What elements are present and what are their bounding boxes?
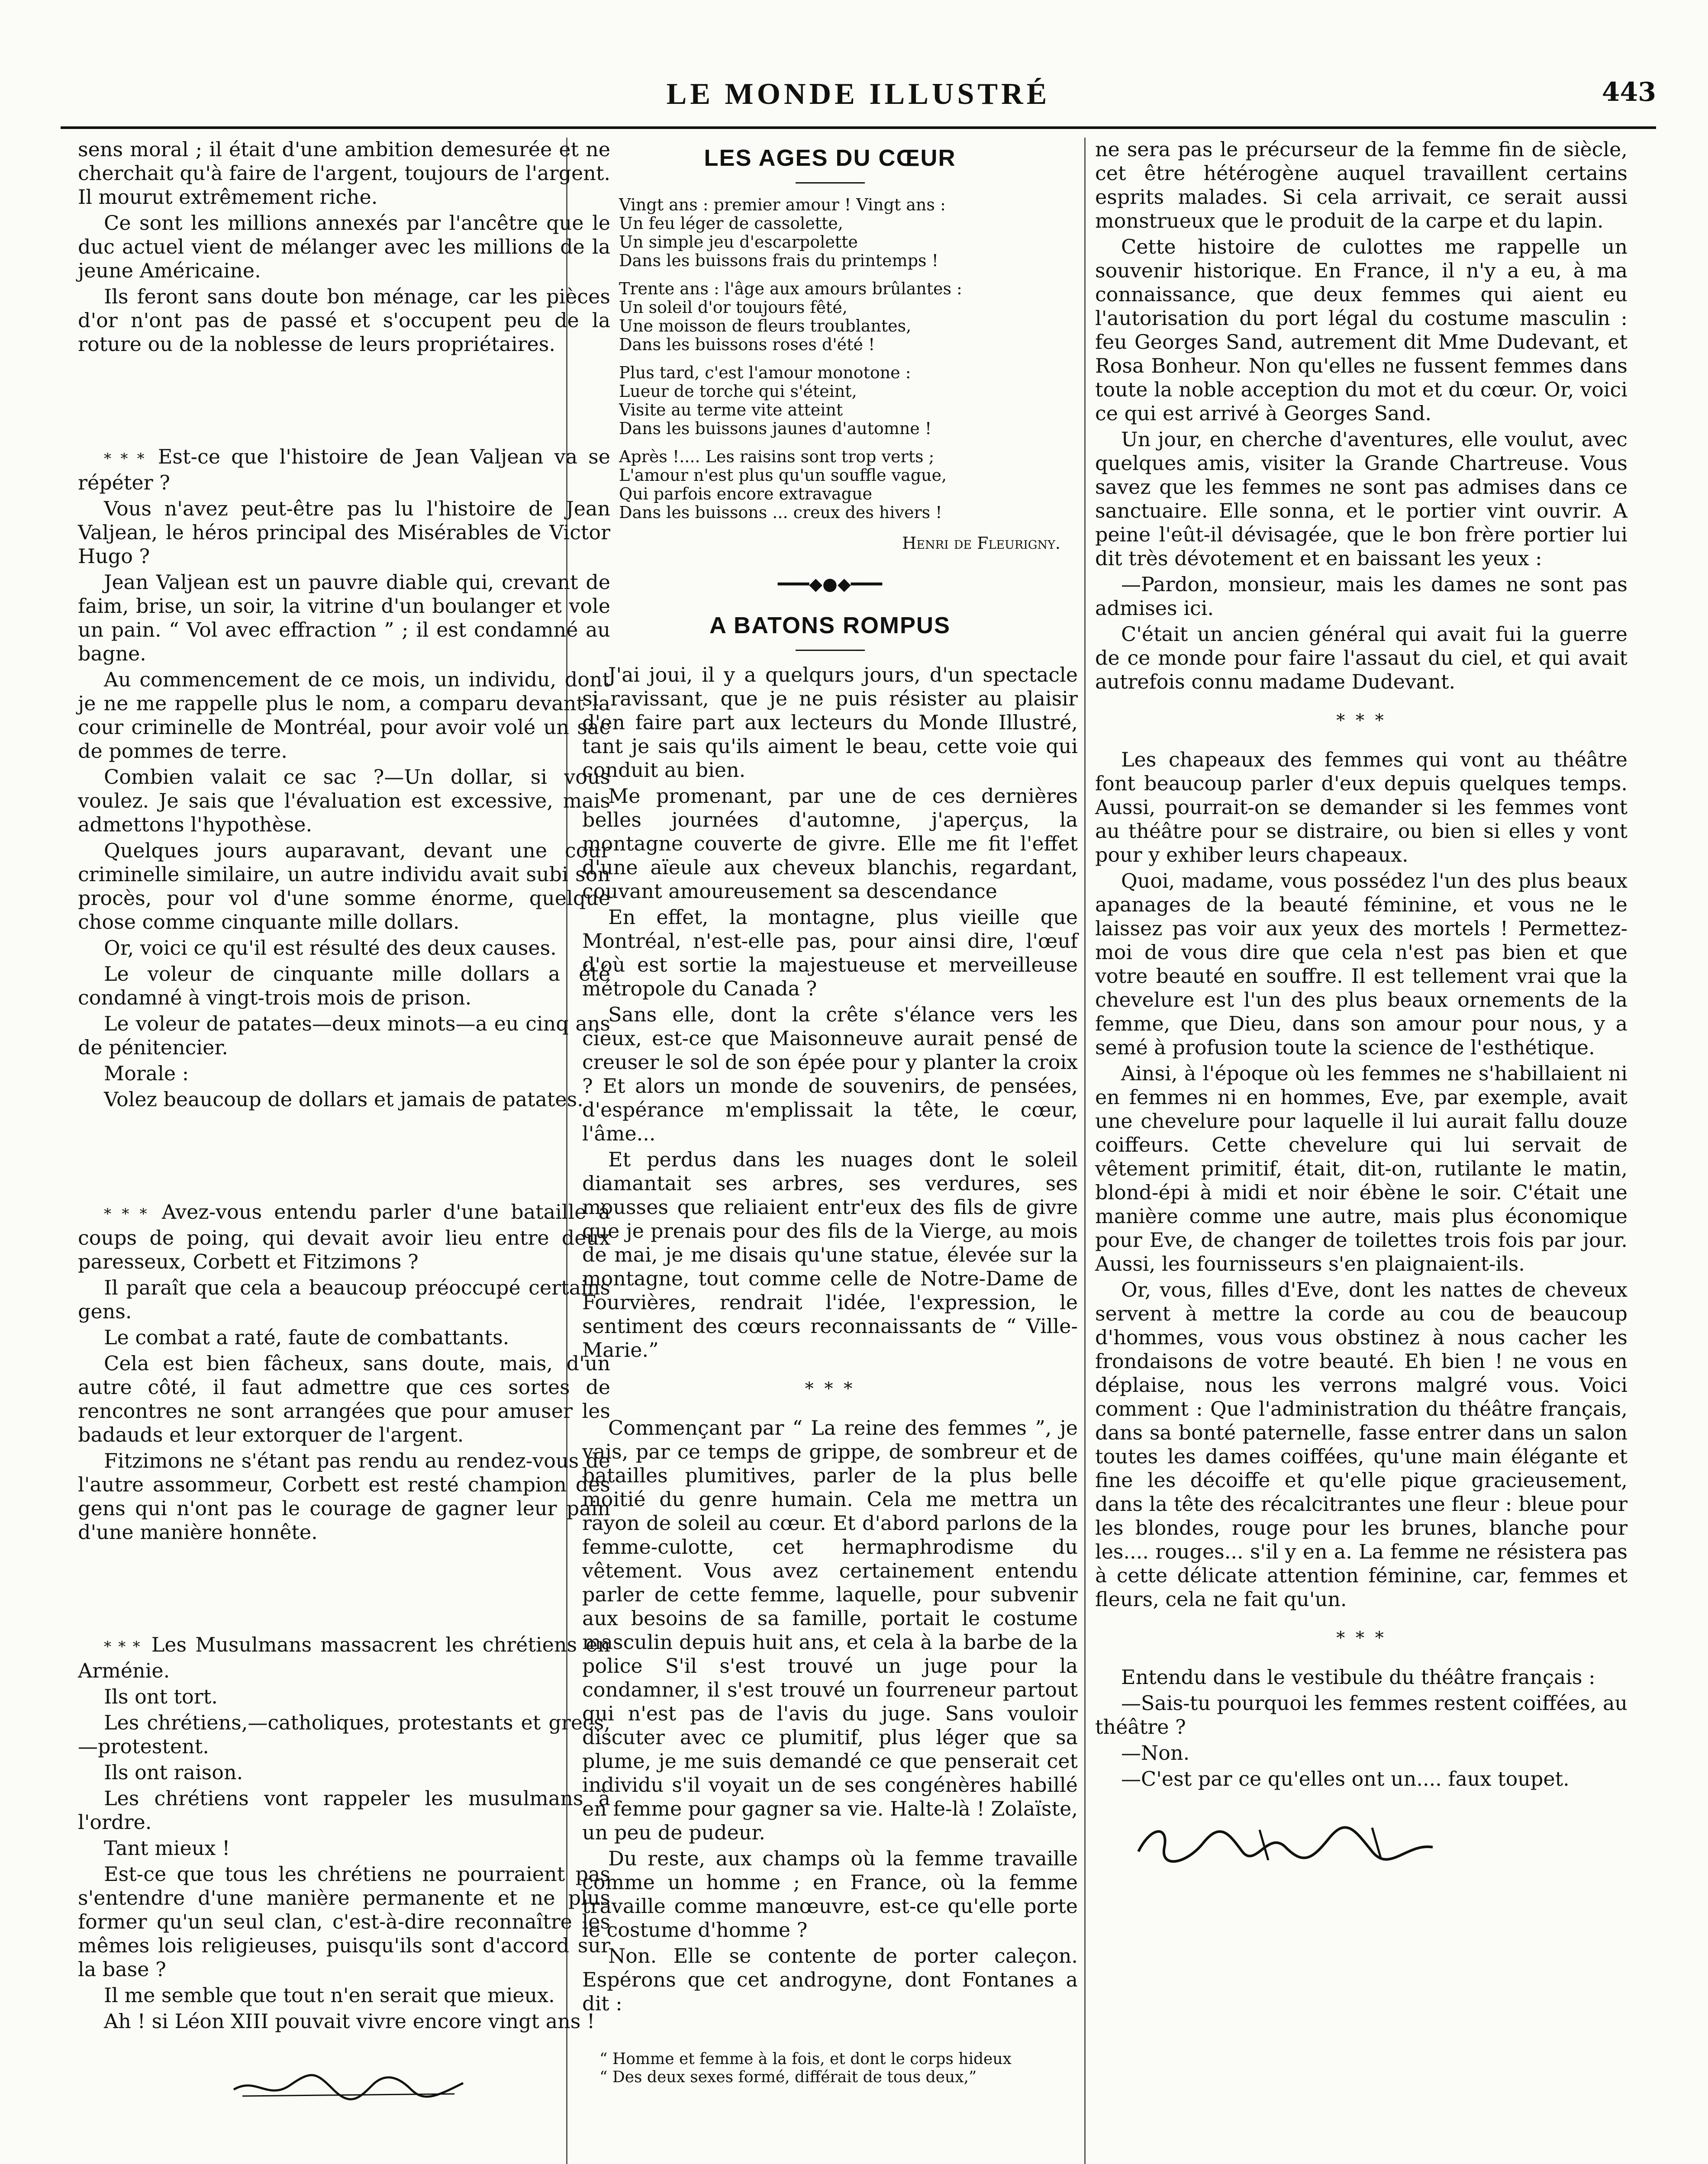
paragraph: Or, vous, filles d'Eve, dont les nattes de cheveux servent à mettre la corde au cou de beaucoup d'hommes, vous vous obstinez à nous cacher les frondaisons de votre beauté. Eh bien ! ne vous en déplaise, nous les verrons malgré vous. Voici comment : Que l'administration du théâtre français, dans sa bonté paternelle, fasse entrer dans un salon toutes les dames coiffées, qu'une main élégante et fine les décoiffe et qu'elle pique gracieusement, dans la tête des récalcitrantes une fleur : bleue pour les blondes, rouge pour les brunes, blanche pour les.... rouges... s'il y en a. La femme ne résistera pas à cette délicate attention féminine, car, femmes et fleurs, cela ne fait qu'un. [1095, 1278, 1627, 1611]
paragraph: Sans elle, dont la crête s'élance vers les cieux, est-ce que Maisonneuve aurait pensé de creuser le sol de son épée pour y planter la croix ? Et alors un monde de souvenirs, de pensées, d'espérance m'emplissait la tête, le cœur, l'âme... [582, 1003, 1078, 1145]
poem-line: L'amour n'est plus qu'un souffle vague, [619, 466, 947, 485]
column-middle [582, 138, 1078, 2087]
paragraph: Il paraît que cela a beaucoup préoccupé certains gens. [78, 1276, 610, 1323]
asterism: * * * [1336, 711, 1386, 731]
header-rule [61, 126, 1656, 129]
poem-stanza [582, 364, 1078, 438]
poem-stanza [582, 196, 1078, 270]
poem-author: Henri de Fleurigny. [902, 534, 1060, 553]
poem-line: Vingt ans : premier amour ! Vingt ans : [619, 195, 946, 214]
paragraph: Les chapeaux des femmes qui vont au théâtre font beaucoup parler d'eux depuis quelques temps. Aussi, pourrait-on se demander si les femmes vont au théâtre pour se distraire, ou bien si elles y vont pour y exhiber leurs chapeaux. [1095, 748, 1627, 866]
paragraph: Commençant par “ La reine des femmes ”, je vais, par ce temps de grippe, de sombreur et de batailles plumitives, parler de la plus belle moitié du genre humain. Cela me mettra un rayon de soleil au cœur. Et d'abord parlons de la femme-culotte, cet hermaphrodisme du vêtement. Vous avez certainement entendu parler de cette femme, laquelle, pour subvenir aux besoins de sa famille, portait le costume masculin depuis huit ans, et cela à la barbe de la police S'il s'est trouvé un juge pour la condamner, il s'est trouvé un fourreneur partout qui n'est pas de l'avis du juge. Sans vouloir discuter avec ce plumitif, plus léger que sa plume, je me suis demandé ce que penserait cet individu s'il voyait un de ses congénères habillé en femme pour gagner sa vie. Halte-là ! Zolaïste, un peu de pudeur. [582, 1416, 1078, 1844]
paragraph: Jean Valjean est un pauvre diable qui, crevant de faim, brise, un soir, la vitrine d'un boulanger et vole un pain. “ Vol avec effraction ” ; il est condamné au bagne. [78, 570, 610, 665]
paragraph: Ils ont raison. [104, 1761, 243, 1784]
poem-line: Qui parfois encore extravague [619, 484, 872, 503]
signature-drawing [229, 2059, 472, 2107]
spacer [78, 1546, 610, 1633]
paragraph: Les chrétiens,—catholiques, protestants et grecs,—protestent. [78, 1711, 610, 1758]
paragraph: Cette histoire de culottes me rappelle un souvenir historique. En France, il n'y a eu, à ma connaissance, que deux femmes qui aient eu l'autorisation du port légal du costume masculin : feu Georges Sand, autrement dit Mme Dudevant, et Rosa Bonheur. Non qu'elles ne fussent femmes dans toute la noble acception du mot et du cœur. Or, voici ce qui est arrivé à Georges Sand. [1095, 235, 1627, 425]
paragraph: Les chrétiens vont rappeler les musulmans à l'ordre. [78, 1787, 610, 1834]
paragraph: Ah ! si Léon XIII pouvait vivre encore vingt ans ! [104, 2009, 595, 2033]
poem-line: Dans les buissons roses d'été ! [619, 335, 875, 354]
handwritten-signature [1130, 1817, 1627, 1878]
spacer [78, 1114, 610, 1200]
page-header [61, 77, 1656, 120]
spacer [78, 358, 610, 445]
paragraph: Du reste, aux champs où la femme travaille comme un homme ; en France, où la femme travaille comme manœuvre, est-ce qu'elle porte le costume d'homme ? [582, 1847, 1078, 1942]
paragraph: Ce sont les millions annexés par l'ancêtre que le duc actuel vient de mélanger avec les millions de la jeune Américaine. [78, 211, 610, 282]
paragraph: Au commencement de ce mois, un individu, dont je ne me rappelle plus le nom, a comparu devant la cour criminelle de Montréal, pour avoir volé un sac de pommes de terre. [78, 668, 610, 763]
paragraph: Or, voici ce qu'il est résulté des deux causes. [104, 936, 557, 960]
paragraph: Le voleur de cinquante mille dollars a été condamné à vingt-trois mois de prison. [78, 962, 610, 1009]
paragraph: Le voleur de patates—deux minots—a eu cinq ans de pénitencier. [78, 1012, 610, 1059]
page-number: 443 [1602, 77, 1656, 107]
quote-line: “ Homme et femme à la fois, et dont le corps hideux [599, 2050, 1012, 2068]
handwritten-signature [229, 2059, 610, 2112]
paragraph: Vous n'avez peut-être pas lu l'histoire de Jean Valjean, le héros principal des Misérables de Victor Hugo ? [78, 497, 610, 568]
quote-line: “ Des deux sexes formé, différait de tous deux,” [599, 2068, 977, 2086]
paragraph: J'ai joui, il y a quelqurs jours, d'un spectacle si ravissant, que je ne puis résister au plaisir d'en faire part aux lecteurs du Monde Illustré, tant je sais qu'ils aiment le beau, cette voie qui conduit au bien. [582, 663, 1078, 782]
paragraph: Ils feront sans doute bon ménage, car les pièces d'or n'ont pas de passé et s'occupent peu de la roture ou de la noblesse de leurs propriétaires. [78, 285, 610, 356]
paragraph: Quelques jours auparavant, devant une cour criminelle similaire, un autre individu avait subi son procès, pour vol d'une somme énorme, quelque chose comme cinquante mille dollars. [78, 839, 610, 934]
paragraph: C'était un ancien général qui avait fui la guerre de ce monde pour faire l'assaut du ciel, et qui avait autrefois connu madame Dudevant. [1095, 622, 1627, 693]
poem-title: LES AGES DU CŒUR [704, 145, 956, 171]
paragraph: Et perdus dans les nuages dont le soleil diamantait ses arbres, ses verdures, ses mousses que reliaient entr'eux des fils de givre que je prenais pour des fils de la Vierge, au mois de mai, je me disais qu'une statue, élevée sur la montagne, tout comme celle de Notre-Dame de Fourvières, rendrait l'idée, l'expression, le sentiment des cœurs reconnaissants de “ Ville-Marie.” [582, 1148, 1078, 1362]
paragraph [78, 1633, 610, 1683]
paragraph: —Non. [1121, 1741, 1190, 1765]
article-title: A BATONS ROMPUS [709, 612, 951, 638]
paragraph: ne sera pas le précurseur de la femme fin de siècle, cet être hétérogène auquel travaillent certains esprits malades. Si cela arrivait, ce serait aussi monstrueux que le produit de la carpe et du lapin. [1095, 138, 1627, 232]
paragraph: Combien valait ce sac ?—Un dollar, si vous voulez. Je sais que l'évaluation est excessive, mais admettons l'hypothèse. [78, 765, 610, 836]
column-left [78, 138, 610, 2112]
poem-line: Dans les buissons frais du printemps ! [619, 251, 938, 270]
paragraph: sens moral ; il était d'une ambition demesurée et ne cherchait qu'à faire de l'argent, toujours de l'argent. Il mourut extrêmement riche. [78, 138, 610, 209]
paragraph: Entendu dans le vestibule du théâtre français : [1121, 1665, 1595, 1689]
masthead: LE MONDE ILLUSTRÉ [666, 77, 1051, 111]
paragraph-text: Les Musulmans massacrent les chrétiens en Arménie. [78, 1633, 611, 1682]
paragraph-text: Avez-vous entendu parler d'une bataille à coups de poing, qui devait avoir lieu entre deux paresseux, Corbett et Fitzimons ? [78, 1200, 610, 1273]
paragraph: Morale : [104, 1062, 189, 1085]
divider [796, 650, 865, 651]
asterism: * * * [104, 1205, 147, 1223]
paragraph: Le combat a raté, faute de combattants. [104, 1326, 509, 1349]
poem-line: Un feu léger de cassolette, [619, 214, 843, 233]
column-right [1095, 138, 1627, 1878]
paragraph: —Pardon, monsieur, mais les dames ne sont pas admises ici. [1095, 573, 1627, 620]
paragraph: Volez beaucoup de dollars et jamais de patates. [104, 1088, 583, 1111]
paragraph-text: Est-ce que l'histoire de Jean Valjean va se répéter ? [78, 445, 610, 494]
paragraph: Est-ce que tous les chrétiens ne pourraient pas s'entendre d'une manière permanente et ne plus former qu'un seul clan, c'est-à-dire reconnaître les mêmes lois religieuses, puisqu'ils sont d'accord sur la base ? [78, 1862, 610, 1981]
paragraph: Tant mieux ! [104, 1836, 230, 1860]
paragraph: Non. Elle se contente de porter caleçon. Espérons que cet androgyne, dont Fontanes a dit : [582, 1944, 1078, 2015]
asterism: * * * [1336, 1628, 1386, 1648]
poem-line: Après !.... Les raisins sont trop verts ; [619, 447, 935, 466]
asterism: * * * [104, 450, 145, 467]
paragraph: Fitzimons ne s'étant pas rendu au rendez-vous de l'autre assommeur, Corbett est resté champion des gens qui n'ont pas le courage de gagner leur pain d'une manière honnête. [78, 1449, 610, 1544]
paragraph: Un jour, en cherche d'aventures, elle voulut, avec quelques amis, visiter la Grande Chartreuse. Vous savez que les femmes ne sont pas admises dans ce sanctuaire. Elle sonna, et le portier vint ouvrir. A peine l'eût-il dévisagée, que le bon frère portier lui dit très dévotement et en baissant les yeux : [1095, 428, 1627, 570]
paragraph: Ainsi, à l'époque où les femmes ne s'habillaient ni en femmes ni en hommes, Eve, par exemple, avait une chevelure pour laquelle il lui aurait fallu douze coiffeurs. Cette chevelure qui lui servait de vêtement primitif, était, dit-on, rutilante le matin, blond-épi à midi et noir ébène le soir. C'était une manière comme une autre, mais plus économique pour Eve, de changer de toilettes trois fois par jour. Aussi, les fournisseurs s'en plaignaient-ils. [1095, 1062, 1627, 1275]
poem-line: Un simple jeu d'escarpolette [619, 232, 858, 251]
paragraph: —C'est par ce qu'elles ont un.... faux toupet. [1121, 1767, 1569, 1790]
poem-line: Lueur de torche qui s'éteint, [619, 382, 857, 401]
poem-stanza [582, 280, 1078, 354]
poem-line: Un soleil d'or toujours fêté, [619, 298, 848, 317]
paragraph: Quoi, madame, vous possédez l'un des plus beaux apanages de la beauté féminine, et vous ne le laissez pas voir aux yeux des mortels ! Permettez-moi de vous dire que cela n'est pas bien et que votre beauté en souffre. Il est tellement vrai que la chevelure est l'un des plus beaux ornements de la femme, que Dieu, dans son amour pour nous, y a semé à profusion toute la science de l'esthétique. [1095, 869, 1627, 1059]
poem-line: Plus tard, c'est l'amour monotone : [619, 363, 911, 382]
paragraph: Ils ont tort. [104, 1685, 218, 1708]
asterism: * * * [805, 1379, 855, 1399]
paragraph [78, 445, 610, 495]
verse-quote [582, 2050, 1078, 2087]
fleuron-ornament: ━━━◆●◆━━━ [778, 574, 882, 594]
asterism: * * * [104, 1638, 140, 1655]
paragraph: Me promenant, par une de ces dernières belles journées d'automne, j'aperçus, la montagne couverte de givre. Elle me fit l'effet d'une aïeule aux cheveux blanchis, regardant, couvant amoureusement sa descendance [582, 784, 1078, 903]
column-divider [1084, 138, 1086, 2164]
signature-drawing [1130, 1817, 1459, 1873]
paragraph: En effet, la montagne, plus vieille que Montréal, n'est-elle pas, pour ainsi dire, l'œuf d'où est sortie la majestueuse et merveilleuse métropole du Canada ? [582, 905, 1078, 1000]
paragraph: Il me semble que tout n'en serait que mieux. [104, 1984, 555, 2007]
paragraph: Cela est bien fâcheux, sans doute, mais, d'un autre côté, il faut admettre que ces sortes de rencontres ne sont arrangées que pour amuser les badauds et leur extorquer de l'argent. [78, 1352, 610, 1446]
poem-line: Visite au terme vite atteint [619, 400, 843, 419]
poem-line: Dans les buissons ... creux des hivers ! [619, 503, 942, 522]
poem-line: Trente ans : l'âge aux amours brûlantes : [619, 279, 962, 298]
poem-line: Dans les buissons jaunes d'automne ! [619, 419, 932, 438]
poem-stanza [582, 448, 1078, 522]
paragraph: —Sais-tu pourquoi les femmes restent coiffées, au théâtre ? [1095, 1691, 1627, 1739]
paragraph [78, 1200, 610, 1274]
poem-line: Une moisson de fleurs troublantes, [619, 316, 912, 335]
divider [796, 182, 865, 184]
